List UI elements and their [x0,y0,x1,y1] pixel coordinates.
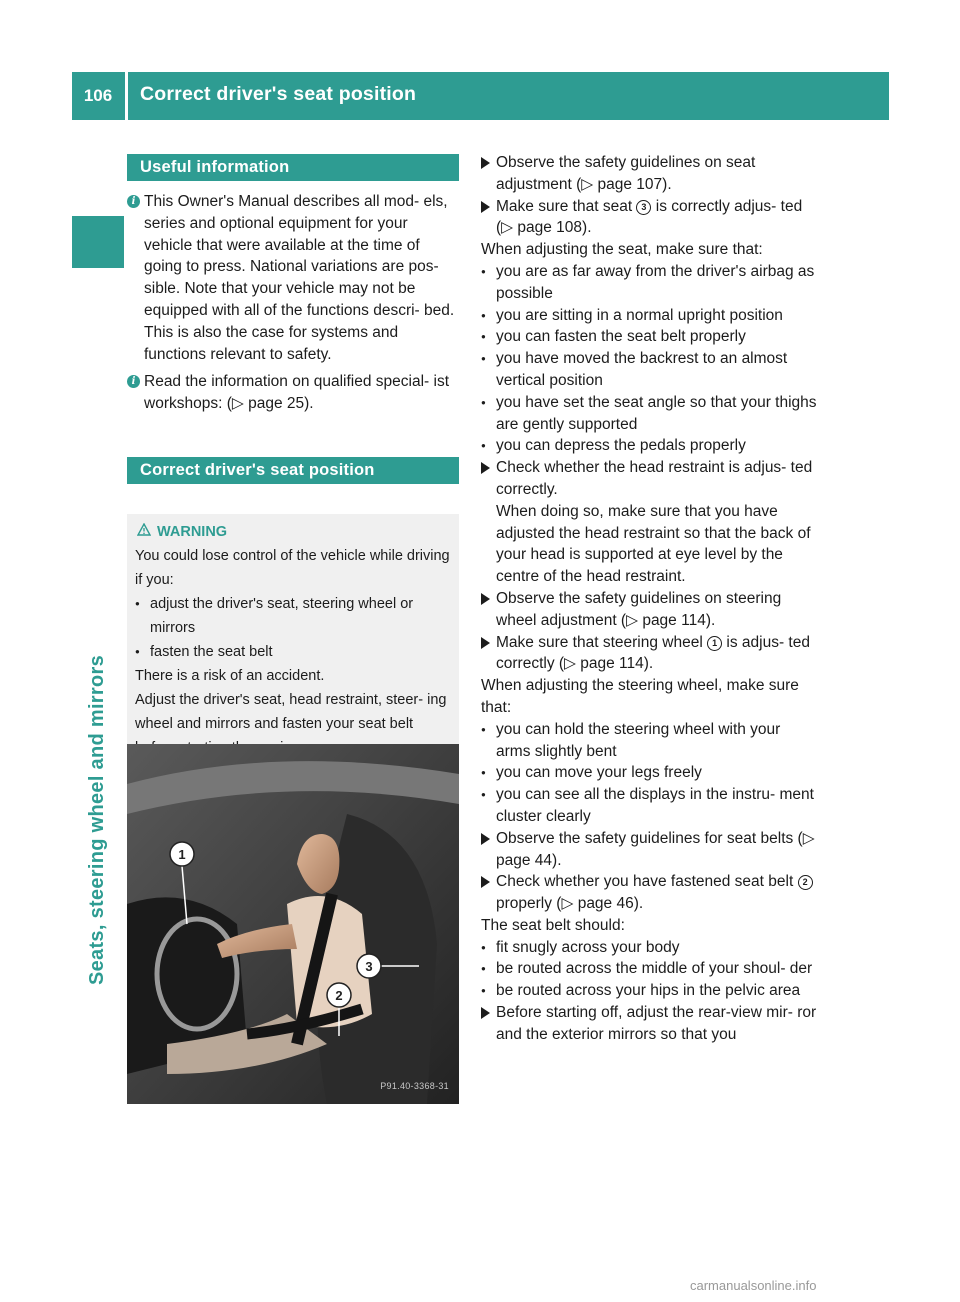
info-note [127,371,459,415]
step-arrow-icon [481,462,490,474]
info-note [127,191,459,365]
warning-intro: You could lose control of the vehicle while driving if you: [135,547,450,588]
warning-item: ● fasten the seat belt [135,640,451,664]
page-title: Correct driver's seat position [140,83,417,105]
page-number: 106 [83,86,113,105]
instruction-step: Observe the safety guidelines for seat belts (▷ page 44). [481,828,817,872]
instruction-step: Before starting off, adjust the rear-view mir- ror and the exterior mirrors so that you [481,1002,817,1046]
info-text: This Owner's Manual describes all mod- els, series and optional equipment for your vehicle that were available at the time of going to press. National variations are pos- sible. Note that your vehicle may not be equipped with all of the functions descri- bed. This is also the case for systems and functions relevant to safety. [144,193,455,363]
step-arrow-icon [481,876,490,888]
bullet-item: ● you can see all the displays in the instru- ment cluster clearly [481,784,817,828]
bullet-item: ● be routed across your hips in the pelvic area [481,980,817,1002]
callout-marker: 3 [636,200,651,215]
warning-action: Adjust the driver's seat, head restraint, steer- ing wheel and mirrors and fasten your seat belt [135,691,447,732]
step-arrow-icon [481,593,490,605]
warning-risk: There is a risk of an accident. [135,667,325,684]
bullet-item: ● be routed across the middle of your shoul- der [481,958,817,980]
warning-box [127,514,459,766]
chapter-title: Seats, steering wheel and mirrors [86,654,109,986]
seat-position-illustration [127,744,459,1104]
step-detail: When doing so, make sure that you have adjusted the head restraint so that the back of your head is supported at eye level by the centre of the head restraint. [496,502,811,586]
paragraph: When adjusting the seat, make sure that: [481,241,763,259]
right-column [481,152,817,1046]
instruction-step: Observe the safety guidelines on seat adjustment (▷ page 107). [481,152,817,196]
svg-text:2: 2 [335,988,343,1003]
info-icon: i [127,375,140,388]
step-arrow-icon [481,157,490,169]
bullet-item: ● you can hold the steering wheel with your arms slightly bent [481,719,817,763]
warning-label: WARNING [157,523,228,540]
paragraph: When adjusting the steering wheel, make sure that: [481,677,799,716]
bullet-item: ● fit snugly across your body [481,937,817,959]
step-arrow-icon [481,637,490,649]
figure-code: P91.40-3368-31 [380,1081,449,1092]
callout-marker: 2 [798,875,813,890]
site-watermark: carmanualsonline.info [690,1278,817,1293]
bullet-item: ● you can move your legs freely [481,762,817,784]
bullet-item: ● you can depress the pedals properly [481,435,817,457]
callout-marker: 1 [707,636,722,651]
bullet-item: ● you are sitting in a normal upright position [481,305,817,327]
bullet-item: ● you have moved the backrest to an almost vertical position [481,348,817,392]
section-heading-seat-position: Correct driver's seat position [127,457,459,484]
instruction-step: Observe the safety guidelines on steering wheel adjustment (▷ page 114). [481,588,817,632]
instruction-step: Check whether the head restraint is adjus- ted correctly. [481,457,817,501]
instruction-step: Make sure that seat 3 is correctly adjus- ted (▷ page 108). [481,196,817,240]
driver-seat-figure [127,744,459,1104]
page-header [72,72,889,120]
step-arrow-icon [481,833,490,845]
step-arrow-icon [481,201,490,213]
instruction-step: Check whether you have fastened seat belt 2 properly (▷ page 46). [481,871,817,915]
svg-text:3: 3 [365,959,373,974]
bullet-item: ● you can fasten the seat belt properly [481,326,817,348]
bullet-item: ● you have set the seat angle so that your thighs are gently supported [481,392,817,436]
warning-item: ● adjust the driver's seat, steering wheel or mirrors [135,592,451,640]
step-arrow-icon [481,1007,490,1019]
svg-text:1: 1 [178,847,186,862]
header-divider [125,72,128,120]
paragraph: The seat belt should: [481,916,625,934]
chapter-marker [72,216,124,268]
section-heading-useful-info: Useful information [127,154,459,181]
left-column [127,154,459,766]
instruction-step: Make sure that steering wheel 1 is adjus- ted correctly (▷ page 114). [481,632,817,676]
warning-triangle-icon [137,523,151,536]
info-icon: i [127,195,140,208]
warning-heading [135,520,451,544]
bullet-item: ● you are as far away from the driver's airbag as possible [481,261,817,305]
info-text: Read the information on qualified special- ist workshops: (▷ page 25). [144,373,450,413]
